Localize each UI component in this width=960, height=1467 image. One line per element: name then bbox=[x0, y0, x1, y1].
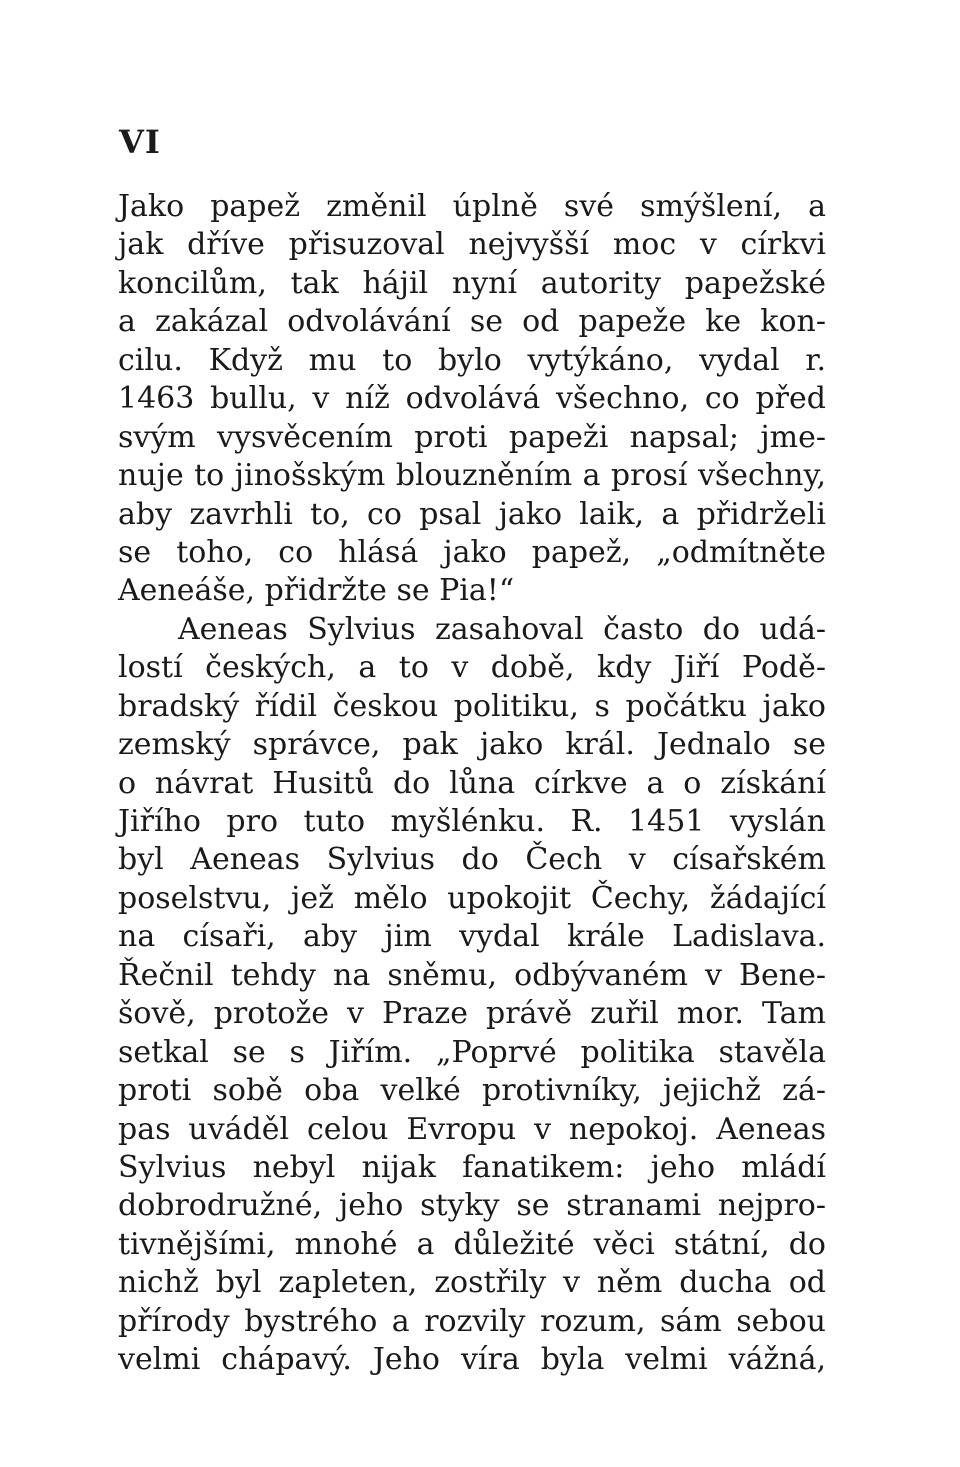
body-text bbox=[118, 188, 826, 1380]
text-line: jak dříve přisuzoval nejvyšší moc v církvi bbox=[118, 227, 826, 263]
text-line: 1463 bullu, v níž odvolává všechno, co před bbox=[118, 381, 826, 417]
text-line: Řečnil tehdy na sněmu, odbývaném v Bene- bbox=[118, 957, 826, 993]
text-line: koncilům, tak hájil nyní autority papežské bbox=[118, 265, 826, 301]
text-line: poselstvu, jež mělo upokojit Čechy, žádající bbox=[118, 880, 826, 916]
page-number: VI bbox=[119, 123, 161, 161]
text-line: nichž byl zapleten, zostřily v něm ducha od bbox=[118, 1265, 826, 1301]
text-line: cilu. Když mu to bylo vytýkáno, vydal r. bbox=[118, 342, 826, 378]
text-line: Aeneas Sylvius zasahoval často do udá- bbox=[178, 611, 826, 647]
text-line: Aeneáše, přidržte se Pia!“ bbox=[118, 573, 515, 609]
text-line: přírody bystrého a rozvily rozum, sám sebou bbox=[118, 1303, 826, 1339]
text-line: Sylvius nebyl nijak fanatikem: jeho mládí bbox=[118, 1149, 826, 1185]
text-line: tivnějšími, mnohé a důležité věci státní, do bbox=[118, 1226, 826, 1262]
text-line: svým vysvěcením proti papeži napsal; jme- bbox=[118, 419, 826, 455]
text-line: byl Aeneas Sylvius do Čech v císařském bbox=[118, 842, 826, 878]
text-line: Jako papež změnil úplně své smýšlení, a bbox=[118, 189, 826, 224]
text-line: proti sobě oba velké protivníky, jejichž zá- bbox=[118, 1073, 826, 1109]
text-line: a zakázal odvolávání se od papeže ke kon- bbox=[118, 304, 826, 340]
text-line: Jiřího pro tuto myšlénku. R. 1451 vyslán bbox=[118, 804, 826, 839]
text-line: velmi chápavý. Jeho víra byla velmi vážná, bbox=[118, 1342, 826, 1378]
text-line: pas uváděl celou Evropu v nepokoj. Aeneas bbox=[118, 1111, 826, 1147]
text-line: o návrat Husitů do lůna církve a o získání bbox=[118, 765, 826, 801]
text-line: lostí českých, a to v době, kdy Jiří Podě- bbox=[118, 650, 826, 686]
text-line: nuje to jinošským blouzněním a prosí všechny, bbox=[118, 458, 826, 494]
text-line: šově, protože v Praze právě zuřil mor. Tam bbox=[118, 996, 826, 1032]
text-line: bradský řídil českou politiku, s počátku jako bbox=[118, 688, 826, 724]
text-line: setkal se s Jiřím. „Poprvé politika stavěla bbox=[118, 1034, 826, 1070]
text-line: aby zavrhli to, co psal jako laik, a přidrželi bbox=[118, 496, 826, 532]
text-line: zemský správce, pak jako král. Jednalo se bbox=[118, 727, 826, 763]
text-line: na císaři, aby jim vydal krále Ladislava. bbox=[118, 919, 826, 955]
text-line: se toho, co hlásá jako papež, „odmítněte bbox=[118, 534, 826, 570]
text-line: dobrodružné, jeho styky se stranami nejpro- bbox=[118, 1188, 826, 1224]
